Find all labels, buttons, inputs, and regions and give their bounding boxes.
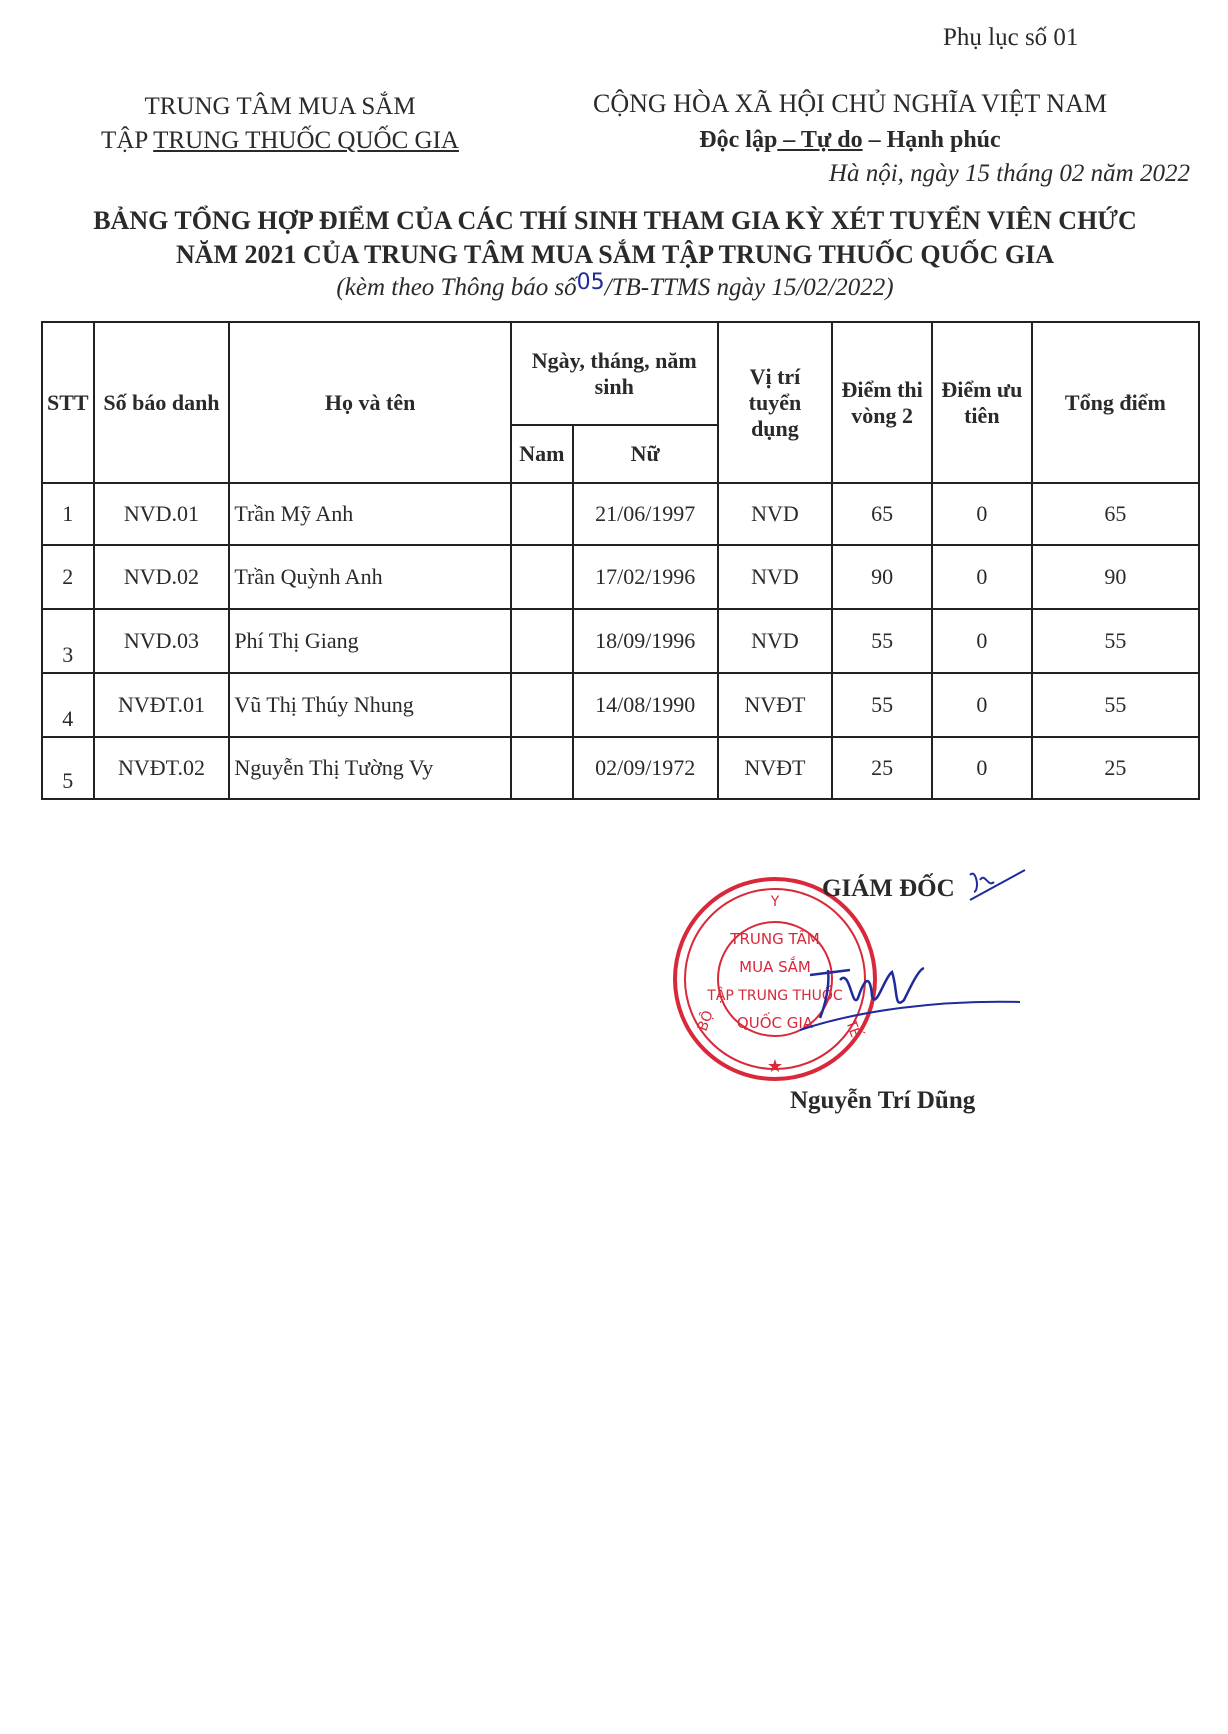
header-name: Họ và tên: [229, 322, 511, 483]
stamp-line: MUA SẮM: [739, 958, 811, 976]
agency-line1: TRUNG TÂM MUA SẮM: [144, 93, 416, 120]
svg-text:TẾ: TẾ: [842, 1017, 864, 1040]
svg-text:Y: Y: [770, 894, 780, 910]
signature-title: GIÁM ĐỐC: [822, 875, 955, 902]
national-motto: Độc lập – Tự do – Hạnh phúc: [699, 127, 1001, 153]
handwritten-number: 05: [576, 270, 605, 295]
header-position: Vị trí tuyển dụng: [718, 322, 833, 483]
header-sbd: Số báo danh: [94, 322, 230, 483]
republic-header: [540, 86, 1160, 158]
signature-icon: [780, 860, 1030, 1050]
agency-line2: TẬP TRUNG THUỐC QUỐC GIA: [101, 127, 459, 154]
table-row: 2 NVD.02 Trần Quỳnh Anh 17/02/1996 NVD 90 0 90: [42, 545, 1199, 609]
header-priority: Điểm ưu tiên: [932, 322, 1032, 483]
svg-text:★: ★: [766, 1056, 784, 1077]
document-subtitle: (kèm theo Thông báo số05/TB-TTMS ngày 15/02/2022): [336, 270, 894, 301]
header-stt: STT: [42, 322, 94, 483]
republic-title: CỘNG HÒA XÃ HỘI CHỦ NGHĨA VIỆT NAM: [593, 89, 1107, 118]
table-row: 5 NVĐT.02 Nguyễn Thị Tường Vy 02/09/1972 NVĐT 25 0 25: [42, 737, 1199, 799]
stamp-line: TẬP TRUNG THUỐC: [707, 988, 843, 1004]
header-total: Tổng điểm: [1032, 322, 1199, 483]
table-row: 3 NVD.03 Phí Thị Giang 18/09/1996 NVD 55 0 55: [42, 609, 1199, 673]
table-row: 4 NVĐT.01 Vũ Thị Thúy Nhung 14/08/1990 NVĐT 55 0 55: [42, 673, 1199, 737]
date-line: Hà nội, ngày 15 tháng 02 năm 2022: [828, 160, 1190, 187]
header-round2: Điểm thi vòng 2: [832, 322, 932, 483]
header-dob: Ngày, tháng, năm sinh: [511, 322, 718, 425]
header-male: Nam: [511, 425, 573, 483]
signer-name: Nguyễn Trí Dũng: [790, 1087, 976, 1114]
scores-table: [41, 321, 1200, 800]
stamp-line: TRUNG TÂM: [730, 930, 820, 948]
appendix-label: Phụ lục số 01: [943, 24, 1079, 51]
header-female: Nữ: [573, 425, 718, 483]
table-row: 1 NVD.01 Trần Mỹ Anh 21/06/1997 NVD 65 0 65: [42, 483, 1199, 545]
agency-header: [100, 90, 460, 158]
svg-text:BỘ: BỘ: [694, 1008, 717, 1034]
document-title: BẢNG TỔNG HỢP ĐIỂM CỦA CÁC THÍ SINH THAM GIA KỲ XÉT TUYỂN VIÊN CHỨC NĂM 2021 CỦA TRUNG TÂM MUA SẮM TẬP TRUNG THUỐC QUỐC GIA: [93, 206, 1137, 269]
stamp-line: QUỐC GIA: [736, 1014, 814, 1032]
